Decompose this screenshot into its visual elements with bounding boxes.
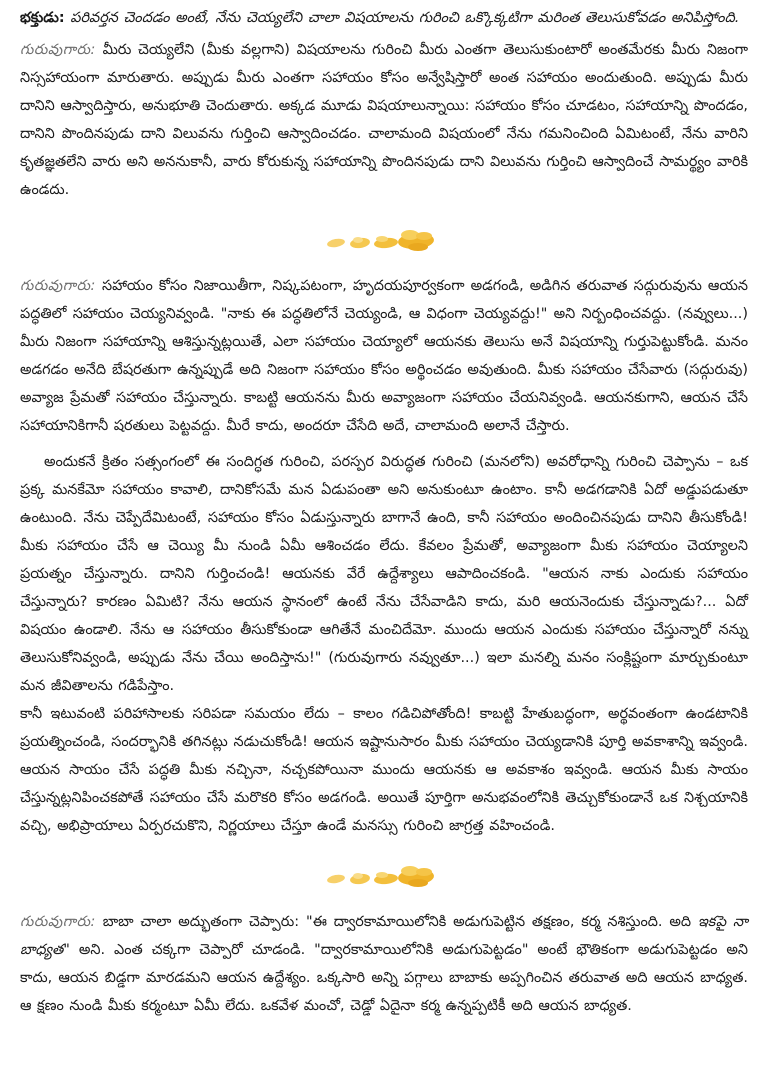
answer-paragraph: అందుకనే క్రితం సత్సంగంలో ఈ సందిగ్ధత గురించి, పరస్పర విరుద్ధత గురించి (మనలోని) అవరోధాన్ని గురించి చెప్పాను – ఒక ప్రక్క మనకేమో సహాయం కావాలి, దానికోసమే మన ఏడుపంతా అని అనుకుంటూ ఉంటాం. కానీ అడగడానికి ఏదో అడ్డుపడుతూ ఉంటుంది. నేను చెప్పేదేమిటంటే, సహాయం కోసం ఏడుస్తున్నారు బాగానే ఉంది, కానీ సహాయం అందించినపుడు దానిని తీసుకోండి! మీకు సహాయం చేసే ఆ చెయ్యి మీ నుండి ఏమీ ఆశించడం లేదు. కేవలం ప్రేమతో, అవ్యాజంగా మీకు సహాయం చెయ్యాలని ప్రయత్నం చేస్తున్నారు. దానిని గుర్తించండి! ఆయనకు వేరే ఉద్దేశ్యాలు ఆపాదించకండి. "ఆయన నాకు ఎందుకు సహాయం చేస్తున్నారు? కారణం ఏమిటి? నేను ఆయన స్థానంలో ఉంటే నేను చేసేవాడిని కాదు, మరి ఆయనెందుకు చేస్తున్నాడు?... ఏదో విషయం ఉండాలి. నేను ఆ సహాయం తీసుకోకుండా ఆగితేనే మంచిదేమో. ముందు ఆయన ఎందుకు సహాయం చేస్తున్నారో నన్ను తెలుసుకోనివ్వండి, అప్పుడు నేను చేయి అందిస్తాను!" (గురువుగారు నవ్వుతూ...) ఇలా మనల్ని మనం సంక్లిష్టంగా మార్చుకుంటూ మన జీవితాలను గడిపేస్తాం. bbox=[20, 454, 748, 694]
speaker-guru: గురువుగారు: bbox=[20, 914, 96, 930]
answer-text-start: బాబా చాలా అద్భుతంగా చెప్పారు: "ఈ ద్వారకామాయిలోనికి అడుగుపెట్టిన తక్షణం, కర్మ నశిస్తుంది. అది bbox=[102, 914, 698, 930]
answer-text: మీరు చెయ్యలేని (మీకు వల్లగాని) విషయాలను గురించి మీరు ఎంతగా తెలుసుకుంటారో అంతమేరకు మీరు నిజంగా నిస్సహాయంగా మారుతారు. అప్పుడు మీరు ఎంతగా సహాయం కోసం అన్వేషిస్తారో అంత సహాయం అందుతుంది. అప్పుడు మీరు దానిని ఆస్వాదిస్తారు, అనుభూతి చెందుతారు. అక్కడ మూడు విషయాలున్నాయి: సహాయం కోసం చూడటం, సహాయాన్ని పొందడం, దానిని పొందినపుడు దాని విలువను గుర్తించి ఆస్వాదించడం. చాలామంది విషయంలో నేను గమనించింది ఏమిటంటే, నేను వారిని కృతజ్ఞతలేని వారు అని అనను‌కానీ, వారు కోరుకున్న సహాయాన్ని పొందినపుడు దాని విలువను గుర్తించి ఆస్వాదించే సామర్థ్యం వారికి ఉండదు. bbox=[20, 42, 748, 198]
question-text: పరివర్తన చెందడం అంటే, నేను చెయ్యలేని చాలా విషయాలను గురించి ఒక్కొక్కటిగా మరింత తెలుసుకోవడం అనిపిస్తోంది. bbox=[70, 10, 740, 26]
guru-answer-2 bbox=[20, 272, 748, 440]
flower-divider bbox=[20, 221, 748, 261]
guru-answer-1 bbox=[20, 36, 748, 204]
speaker-devotee: భక్తుడు: bbox=[20, 10, 65, 26]
answer-text-emphasis: ఇకపై నా బాధ్యత bbox=[20, 914, 748, 958]
answer-text-end: " అని. ఎంత చక్కగా చెప్పారో చూడండి. "ద్వారకామాయిలోనికి అడుగుపెట్టడం" అంటే భౌతికంగా అడుగుపెట్టడం అని కాదు, ఆయన బిడ్డగా మారడమని ఆయన ఉద్దేశ్యం. ఒక్కసారి అన్ని పగ్గాలు బాబాకు అప్పగించిన తరువాత అది ఆయన బాధ్యత. ఆ క్షణం నుండి మీకు కర్మంటూ ఏమీ లేదు. ఒకవేళ మంచో, చెడ్డో ఏదైనా కర్మ ఉన్నప్పటికీ అది ఆయన బాధ్యత. bbox=[20, 942, 748, 1014]
answer-text: సహాయం కోసం నిజాయితీగా, నిష్కపటంగా, హృదయపూర్వకంగా అడగండి, అడిగిన తరువాత సద్గురువును ఆయన పద్ధతిలో సహాయం చెయ్యనివ్వండి. "నాకు ఈ పద్ధతిలోనే చెయ్యండి, ఆ విధంగా చెయ్యవద్దు!" అని నిర్బంధించవద్దు. (నవ్వులు...) మీరు నిజంగా సహాయాన్ని ఆశిస్తున్నట్లయితే, ఎలా సహాయం చెయ్యాలో ఆయనకు తెలుసు అనే విషయాన్ని గుర్తుపెట్టుకోండి. మనం అడగడం అనేది బేషరతుగా ఉన్నప్పుడే అది నిజంగా సహాయం కోసం అర్థించడం అవుతుంది. మీకు సహాయం చేసేవారు (సద్గురువు) అవ్యాజ ప్రేమతో సహాయం చేస్తున్నారు. కాబట్టి ఆయనను మీరు అవ్యాజంగా సహాయం చేయనివ్వండి. ఆయనకుగాని, ఆయన చేసే సహాయానికిగానీ షరతులు పెట్టవద్దు. మీరే కాదు, అందరూ చేసేది అదే, చాలామంది అలానే చేస్తారు. bbox=[20, 278, 748, 434]
devotee-question bbox=[20, 4, 748, 32]
answer-paragraph: కానీ ఇటువంటి పరిహాసాలకు సరిపడా సమయం లేదు – కాలం గడిచిపోతోంది! కాబట్టి హేతుబద్ధంగా, అర్థవంతంగా ఉండటానికి ప్రయత్నించండి, సందర్భానికి తగినట్లు నడుచుకోండి! ఆయన ఇష్టానుసారం మీకు సహాయం చెయ్యడానికి పూర్తి అవకాశాన్ని ఇవ్వండి. ఆయన సాయం చేసే పద్ధతి మీకు నచ్చినా, నచ్చకపోయినా ముందు ఆయనకు ఆ అవకాశం ఇవ్వండి. ఆయన మీకు సాయం చేస్తున్నట్లనిపించకపోతే సహాయం చేసే మరొకరి కోసం అడగండి. అయితే పూర్తిగా అనుభవంలోనికి తెచ్చుకోకుండానే ఒక నిశ్చయానికి వచ్చి, అభిప్రాయాలు ఏర్పరచుకొని, నిర్ణయాలు చేస్తూ ఉండే మనస్సు గురించి జాగ్రత్త వహించండి. bbox=[20, 706, 748, 834]
speaker-guru: గురువుగారు: bbox=[20, 278, 96, 294]
flower-petals-icon bbox=[324, 226, 444, 256]
flower-divider bbox=[20, 857, 748, 897]
flower-petals-icon bbox=[324, 862, 444, 892]
speaker-guru: గురువుగారు: bbox=[20, 42, 96, 58]
guru-answer-3 bbox=[20, 908, 748, 1020]
